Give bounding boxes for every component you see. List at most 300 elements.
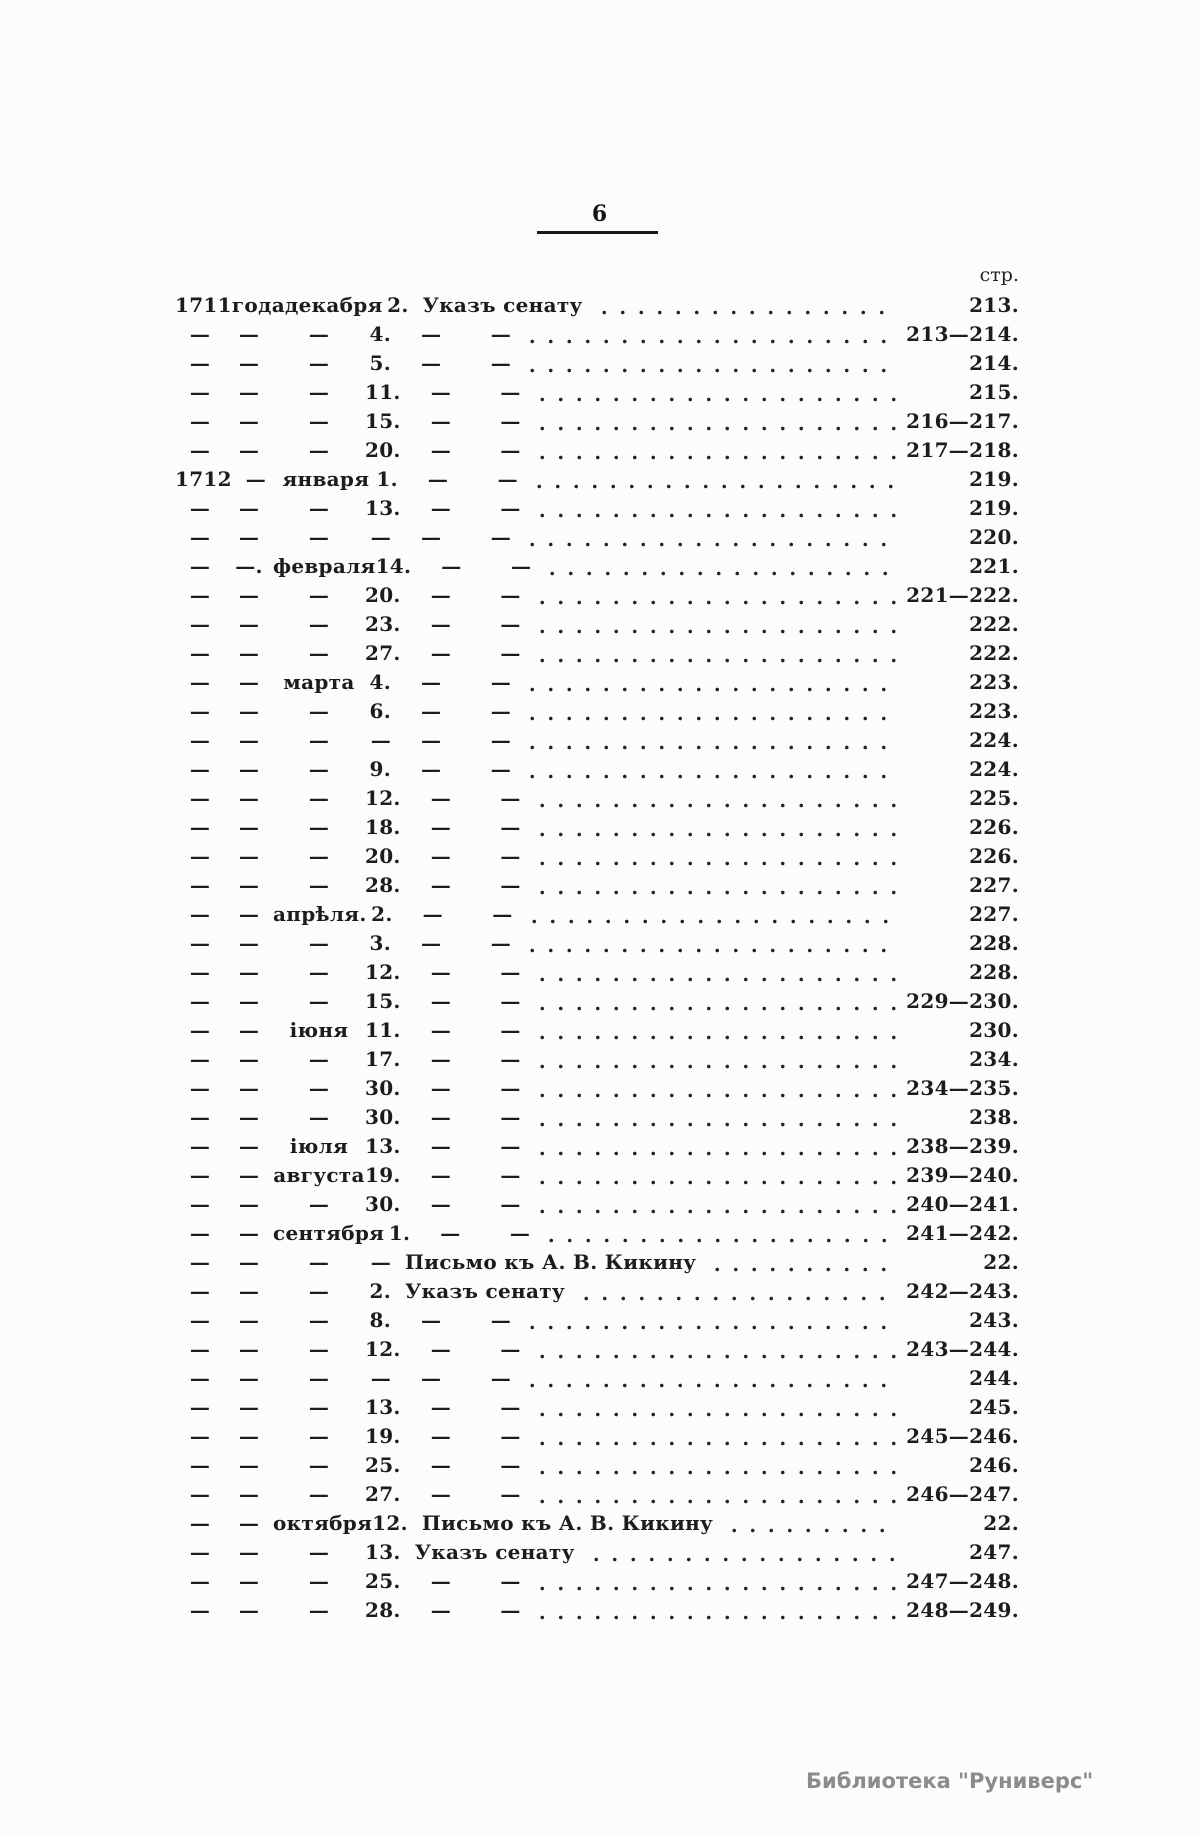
ditto-dash: — (500, 815, 521, 839)
toc-month: — (308, 699, 330, 723)
ditto-dash: — (509, 1221, 531, 1245)
toc-month: сентября (273, 1221, 385, 1245)
toc-day: 15. (365, 989, 401, 1013)
toc-page-ref: 246. (969, 1453, 1019, 1477)
toc-row (175, 407, 1019, 436)
toc-day: 13. (365, 1134, 401, 1158)
ditto-dash: — (430, 1598, 452, 1622)
toc-year: — (189, 1279, 211, 1303)
toc-entry-title: Письмо къ А. В. Кикину (405, 1250, 697, 1274)
toc-year: — (189, 1163, 211, 1187)
dot-leader (527, 1132, 897, 1161)
toc-row (175, 1190, 1019, 1219)
toc-year-word: — (238, 815, 260, 839)
toc-year-word: — (245, 467, 267, 491)
toc-day: 1. (388, 1221, 411, 1245)
toc-entry-title (405, 1306, 511, 1335)
toc-year-word: — (238, 583, 260, 607)
toc-entry-title (415, 436, 521, 465)
toc-page-ref: 228. (969, 931, 1019, 955)
toc-entry-title (405, 349, 511, 378)
ditto-dash: — (490, 699, 511, 723)
toc-row (175, 1248, 1019, 1277)
ditto-dash: — (430, 583, 452, 607)
toc-year: — (189, 1192, 211, 1216)
toc-page-ref: 219. (969, 496, 1019, 520)
toc-year: — (189, 496, 211, 520)
toc-row (175, 1161, 1019, 1190)
toc-entry-title (415, 1190, 521, 1219)
toc-month: марта (283, 670, 355, 694)
toc-year-word: — (238, 902, 260, 926)
dot-leader (527, 958, 897, 987)
toc-day: 18. (365, 815, 401, 839)
ditto-dash: — (500, 641, 521, 665)
toc-month: — (308, 1076, 330, 1100)
toc-year: — (189, 1018, 211, 1042)
toc-entry-title (425, 552, 531, 581)
toc-year-word: — (238, 496, 260, 520)
toc-year: — (189, 554, 211, 578)
dot-leader (517, 755, 897, 784)
toc-year: — (189, 1221, 211, 1245)
dot-leader (527, 1161, 897, 1190)
toc-entry-title (405, 320, 511, 349)
toc-year: — (189, 989, 211, 1013)
toc-month: — (308, 322, 330, 346)
toc-row (175, 581, 1019, 610)
toc-page-ref: 222. (969, 641, 1019, 665)
ditto-dash: — (430, 873, 452, 897)
toc-day: — (370, 1250, 391, 1274)
toc-row (175, 958, 1019, 987)
toc-row (175, 755, 1019, 784)
toc-entry-title (405, 697, 511, 726)
dot-leader (527, 639, 897, 668)
toc-row (175, 1393, 1019, 1422)
ditto-dash: — (430, 1395, 452, 1419)
toc-page-ref: 247—248. (906, 1569, 1019, 1593)
toc-entry-title (415, 1480, 521, 1509)
dot-leader (517, 1306, 897, 1335)
ditto-dash: — (500, 844, 521, 868)
toc-day: 12. (365, 786, 401, 810)
dot-leader (527, 436, 897, 465)
toc-year: — (189, 641, 211, 665)
toc-month: — (308, 496, 330, 520)
toc-entry-title (415, 1016, 521, 1045)
toc-day: 28. (365, 873, 401, 897)
toc-day: 27. (365, 641, 401, 665)
toc-day: 11. (365, 1018, 401, 1042)
toc-year-word: — (238, 1192, 260, 1216)
toc-day: 12. (372, 1511, 408, 1535)
ditto-dash: — (421, 351, 442, 375)
dot-leader (527, 1103, 897, 1132)
toc-month: — (308, 1250, 330, 1274)
ditto-dash: — (500, 1482, 521, 1506)
toc-day: 19. (365, 1424, 401, 1448)
toc-year-word: — (238, 1105, 260, 1129)
dot-leader (527, 1045, 897, 1074)
toc-day: 30. (365, 1192, 401, 1216)
ditto-dash: — (510, 554, 532, 578)
dot-leader (517, 349, 897, 378)
ditto-dash: — (500, 786, 521, 810)
toc-row (175, 900, 1019, 929)
toc-page-ref: 222. (969, 612, 1019, 636)
ditto-dash: — (500, 1047, 521, 1071)
toc-year-word: — (238, 322, 260, 346)
toc-year: — (189, 1308, 211, 1332)
toc-row (175, 1538, 1019, 1567)
toc-month: — (308, 1569, 330, 1593)
toc-row (175, 1132, 1019, 1161)
ditto-dash: — (500, 1163, 521, 1187)
toc-year: 1711 (175, 293, 232, 317)
dot-leader (517, 1364, 897, 1393)
dot-leader (527, 581, 897, 610)
toc-day: 12. (365, 1337, 401, 1361)
ditto-dash: — (500, 960, 521, 984)
toc-year: — (189, 322, 211, 346)
toc-day: 4. (369, 322, 391, 346)
toc-page-ref: 234—235. (906, 1076, 1019, 1100)
toc-month: — (308, 844, 330, 868)
toc-row (175, 1016, 1019, 1045)
toc-year-word: — (238, 1221, 260, 1245)
toc-year-word: — (238, 1511, 260, 1535)
page-number: 6 (591, 201, 609, 227)
toc-entry-title (415, 784, 521, 813)
ditto-dash: — (441, 554, 462, 578)
toc-year: — (189, 1395, 211, 1419)
toc-year-word: — (238, 989, 260, 1013)
toc-month: — (308, 1105, 330, 1129)
ditto-dash: — (490, 931, 511, 955)
toc-row (175, 639, 1019, 668)
dot-leader (527, 407, 897, 436)
dot-leader (527, 1335, 897, 1364)
toc-year: — (189, 612, 211, 636)
toc-row (175, 1335, 1019, 1364)
toc-day: — (370, 1366, 391, 1390)
toc-year: — (189, 757, 211, 781)
toc-year-word: — (238, 1047, 260, 1071)
ditto-dash: — (421, 699, 442, 723)
ditto-dash: — (500, 1453, 521, 1477)
ditto-dash: — (421, 670, 442, 694)
toc-day: 8. (369, 1308, 391, 1332)
toc-day: 30. (365, 1076, 401, 1100)
ditto-dash: — (490, 1366, 511, 1390)
toc-month: января (282, 467, 370, 491)
toc-row (175, 610, 1019, 639)
toc-page-ref: 221—222. (906, 583, 1019, 607)
toc-page-ref: 243—244. (906, 1337, 1019, 1361)
ditto-dash: — (492, 902, 513, 926)
toc-entry-title (415, 1074, 521, 1103)
dot-leader (527, 1567, 897, 1596)
toc-entry-title: Указъ сенату (422, 293, 583, 317)
toc-year-word: — (238, 960, 260, 984)
ditto-dash: — (440, 1221, 461, 1245)
toc-month: октября (273, 1511, 373, 1535)
ditto-dash: — (430, 1424, 452, 1448)
ditto-dash: — (500, 496, 521, 520)
toc-year: — (189, 525, 211, 549)
toc-row (175, 465, 1019, 494)
toc-page-ref: 229—230. (906, 989, 1019, 1013)
toc-year: — (189, 583, 211, 607)
toc-month: — (308, 1482, 330, 1506)
toc-page-ref: 213—214. (906, 322, 1019, 346)
toc-year: — (189, 1569, 211, 1593)
ditto-dash: — (430, 989, 452, 1013)
toc-month: — (308, 1424, 330, 1448)
toc-entry-title: Указъ сенату (414, 1540, 575, 1564)
ditto-dash: — (430, 496, 452, 520)
ditto-dash: — (430, 1134, 452, 1158)
toc-row (175, 929, 1019, 958)
dot-leader (527, 378, 897, 407)
toc-year-word: — (238, 931, 260, 955)
toc-month: іюня (289, 1018, 349, 1042)
toc-row (175, 1451, 1019, 1480)
dot-leader (527, 1393, 897, 1422)
toc-entry-title (415, 813, 521, 842)
toc-page-ref: 228. (969, 960, 1019, 984)
dot-leader (536, 1219, 897, 1248)
toc-day: 6. (369, 699, 391, 723)
toc-page-ref: 245. (969, 1395, 1019, 1419)
toc-day: 11. (365, 380, 401, 404)
ditto-dash: — (500, 1395, 521, 1419)
toc-page-ref: 241—242. (906, 1221, 1019, 1245)
toc-page-ref: 214. (969, 351, 1019, 375)
toc-entry-title (415, 1567, 521, 1596)
toc-page-ref: 246—247. (906, 1482, 1019, 1506)
dot-leader (524, 465, 897, 494)
toc-year: — (189, 1511, 211, 1535)
toc-year-word: — (238, 1540, 260, 1564)
toc-page-ref: 238—239. (906, 1134, 1019, 1158)
toc-month: — (308, 1540, 330, 1564)
toc-year: — (189, 1366, 211, 1390)
ditto-dash: — (430, 1569, 452, 1593)
toc-row (175, 842, 1019, 871)
toc-year: — (189, 815, 211, 839)
toc-row (175, 552, 1019, 581)
toc-year-word: — (238, 1598, 260, 1622)
toc-row (175, 1045, 1019, 1074)
toc-row (175, 349, 1019, 378)
ditto-dash: — (500, 1018, 521, 1042)
toc-day: 20. (365, 583, 401, 607)
toc-row (175, 1364, 1019, 1393)
toc-entry-title (405, 523, 511, 552)
toc-month: — (308, 873, 330, 897)
toc-entry-title (424, 1219, 530, 1248)
toc-year-word: — (238, 786, 260, 810)
toc-row (175, 1567, 1019, 1596)
toc-entry-title (415, 1103, 521, 1132)
toc-entry-title (405, 726, 511, 755)
dot-leader (527, 610, 897, 639)
ditto-dash: — (500, 1598, 521, 1622)
toc-month: — (308, 1366, 330, 1390)
toc-day: 3. (369, 931, 391, 955)
toc-month: — (308, 1395, 330, 1419)
ditto-dash: — (430, 612, 452, 636)
toc-row (175, 320, 1019, 349)
toc-entry-title (415, 1132, 521, 1161)
toc-month: — (308, 583, 330, 607)
toc-page-ref: 234. (969, 1047, 1019, 1071)
toc-year-word: — (238, 1395, 260, 1419)
ditto-dash: — (430, 1192, 452, 1216)
toc-year-word: года (231, 293, 285, 317)
toc-year: — (189, 1105, 211, 1129)
dot-leader (527, 494, 897, 523)
toc-month: апрѣля. (273, 902, 367, 926)
toc-year: — (189, 931, 211, 955)
toc-year-word: — (238, 1366, 260, 1390)
toc-row (175, 1277, 1019, 1306)
toc-page-ref: 223. (969, 670, 1019, 694)
toc-year: — (189, 1047, 211, 1071)
dot-leader (589, 291, 897, 320)
toc-row (175, 1103, 1019, 1132)
toc-page-ref: 238. (969, 1105, 1019, 1129)
ditto-dash: — (430, 844, 452, 868)
toc-year-word: — (238, 438, 260, 462)
toc-page-ref: 243. (969, 1308, 1019, 1332)
toc-year: — (189, 380, 211, 404)
toc-row (175, 668, 1019, 697)
toc-month: — (308, 1453, 330, 1477)
toc-year-word: — (238, 1337, 260, 1361)
toc-row (175, 1074, 1019, 1103)
toc-day: 5. (369, 351, 391, 375)
toc-month: — (308, 1337, 330, 1361)
toc-day: 2. (371, 902, 393, 926)
dot-leader (571, 1277, 897, 1306)
dot-leader (519, 900, 897, 929)
toc-row (175, 1306, 1019, 1335)
toc-page-ref: 242—243. (906, 1279, 1019, 1303)
toc-year-word: — (238, 409, 260, 433)
toc-year-word: — (238, 844, 260, 868)
toc-page-ref: 226. (969, 844, 1019, 868)
dot-leader (527, 813, 897, 842)
toc-row (175, 784, 1019, 813)
toc-row (175, 1219, 1019, 1248)
toc-month: декабря (284, 293, 383, 317)
toc-year: 1712 (175, 467, 232, 491)
toc-page-ref: 226. (969, 815, 1019, 839)
toc-day: — (370, 525, 391, 549)
toc-row (175, 291, 1019, 320)
toc-month: — (308, 1598, 330, 1622)
ditto-dash: — (497, 467, 518, 491)
toc-row (175, 1480, 1019, 1509)
ditto-dash: — (490, 1308, 511, 1332)
ditto-dash: — (500, 1569, 521, 1593)
toc-year-word: — (238, 1076, 260, 1100)
toc-entry-title (415, 1335, 521, 1364)
dot-leader (527, 842, 897, 871)
ditto-dash: — (500, 1105, 521, 1129)
ditto-dash: — (500, 1192, 521, 1216)
dot-leader (527, 1596, 897, 1625)
toc-month: — (308, 1279, 330, 1303)
toc-year: — (189, 873, 211, 897)
toc-page-ref: 247. (969, 1540, 1019, 1564)
ditto-dash: — (430, 1018, 452, 1042)
toc-year-word: — (238, 612, 260, 636)
toc-year-word: — (238, 1453, 260, 1477)
ditto-dash: — (427, 467, 449, 491)
dot-leader (527, 1190, 897, 1219)
ditto-dash: — (421, 757, 442, 781)
toc-month: — (308, 989, 330, 1013)
ditto-dash: — (500, 873, 521, 897)
toc-row (175, 813, 1019, 842)
toc-row (175, 697, 1019, 726)
toc-entry-title (415, 1451, 521, 1480)
toc-entry-title (407, 900, 513, 929)
dot-leader (527, 1480, 897, 1509)
toc-year: — (189, 1482, 211, 1506)
ditto-dash: — (430, 1105, 452, 1129)
ditto-dash: — (490, 728, 511, 752)
toc-year-word: — (238, 1250, 260, 1274)
toc-entry-title (415, 1422, 521, 1451)
toc-year: — (189, 1076, 211, 1100)
dot-leader (527, 1016, 897, 1045)
toc-day: 25. (365, 1569, 401, 1593)
dot-leader (517, 697, 897, 726)
toc-year-word: — (238, 757, 260, 781)
toc-page-ref: 227. (969, 873, 1019, 897)
ditto-dash: — (430, 815, 452, 839)
toc-month: — (308, 641, 330, 665)
ditto-dash: — (430, 641, 452, 665)
ditto-dash: — (500, 1076, 521, 1100)
toc-day: 13. (365, 496, 401, 520)
toc-entry-title (405, 929, 511, 958)
toc-table (175, 291, 1019, 1625)
toc-entry-title (415, 1393, 521, 1422)
toc-entry-title (415, 378, 521, 407)
dot-leader (517, 320, 897, 349)
toc-page-ref: 215. (969, 380, 1019, 404)
ditto-dash: — (500, 1134, 521, 1158)
toc-day: 2. (369, 1279, 391, 1303)
toc-row (175, 726, 1019, 755)
toc-year: — (189, 1134, 211, 1158)
toc-year: — (189, 351, 211, 375)
toc-page-ref: 224. (969, 728, 1019, 752)
toc-month: іюля (289, 1134, 349, 1158)
toc-row (175, 523, 1019, 552)
toc-year-word: — (238, 380, 260, 404)
toc-year-word: — (238, 728, 260, 752)
toc-month: — (308, 525, 330, 549)
toc-page-ref: 244. (969, 1366, 1019, 1390)
toc-page-ref: 248—249. (906, 1598, 1019, 1622)
